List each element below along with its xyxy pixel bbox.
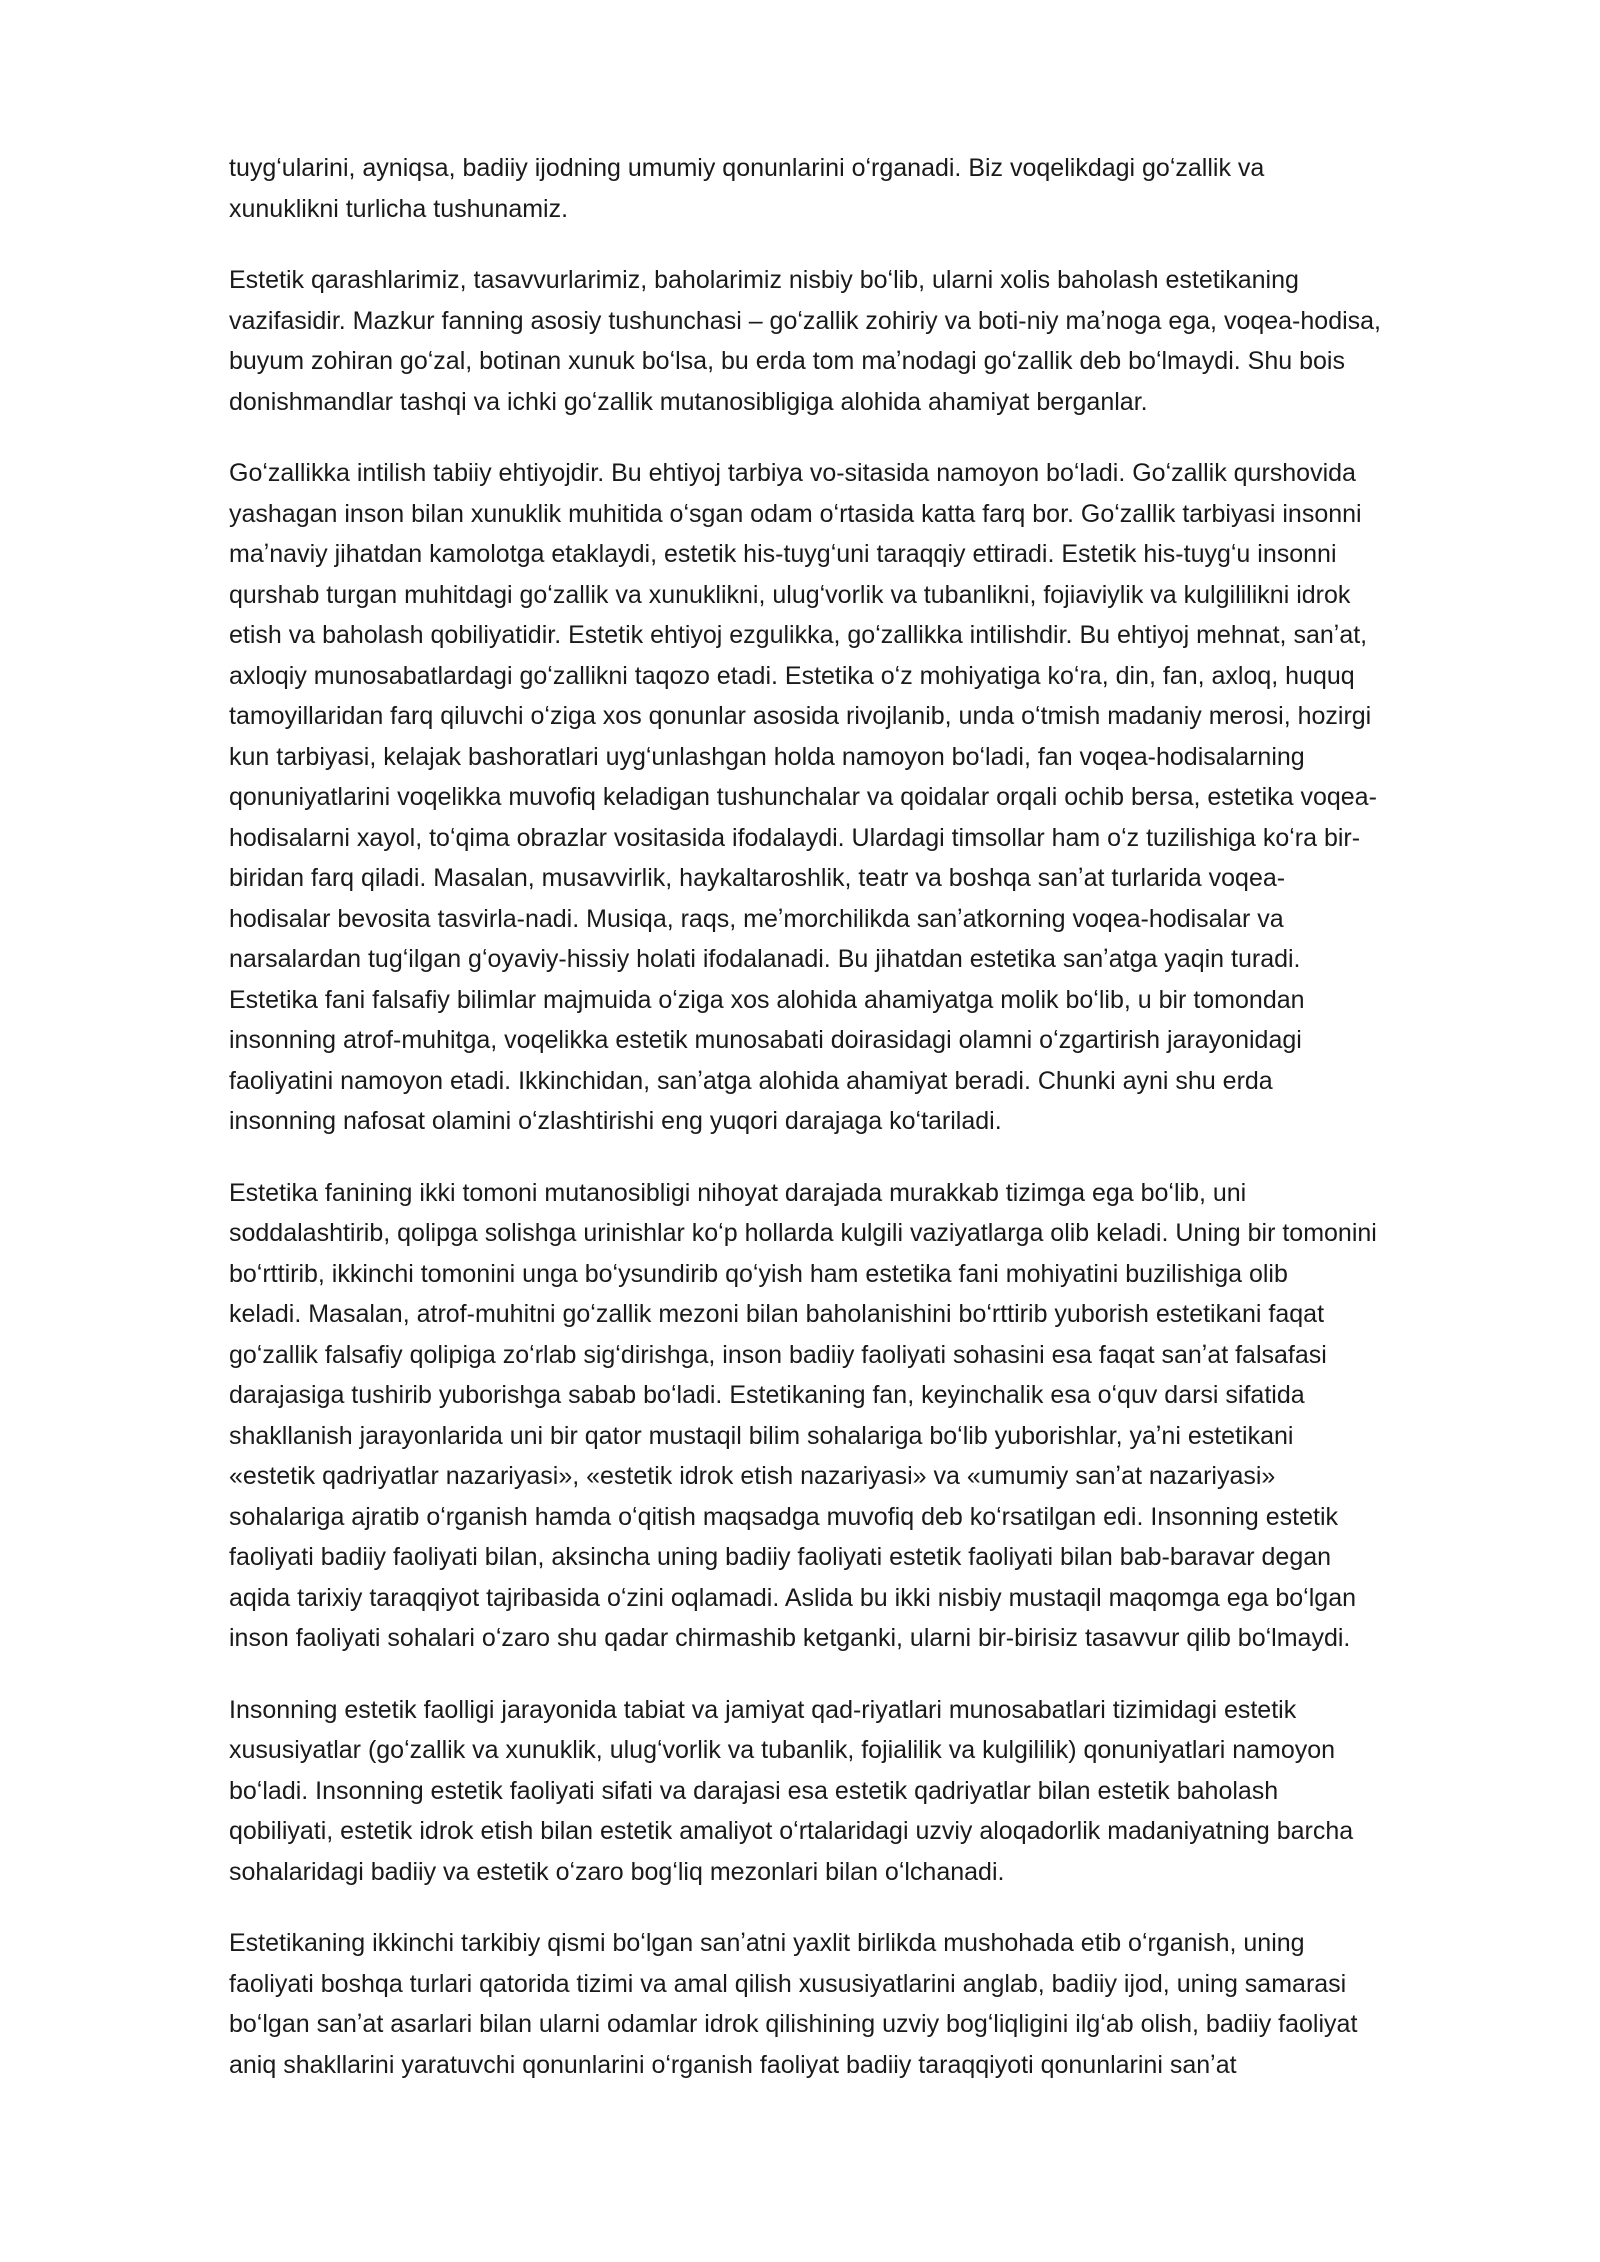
paragraph	[229, 453, 1494, 1142]
text-line: darajasiga tushirib yuborishga sabab boʻladi. Estetikaning fan, keyinchalik esa oʻquv darsi sifatida	[229, 1381, 1305, 1409]
text-line: tuygʻularini, ayniqsa, badiiy ijodning umumiy qonunlarini oʻrganadi. Biz voqelikdagi goʻzallik va	[229, 154, 1265, 182]
text-line: faoliyatini namoyon etadi. Ikkinchidan, sanʼatga alohida ahamiyat beradi. Chunki ayni shu erda	[229, 1066, 1273, 1095]
text-line: maʼnaviy jihatdan kamolotga etaklaydi, estetik his-tuygʻuni taraqqiy ettiradi. Estetik his-tuygʻu insonni	[229, 540, 1337, 568]
text-line: Estetik qarashlarimiz, tasavvurlarimiz, baholarimiz nisbiy boʻlib, ularni xolis baholash estetikaning	[229, 266, 1299, 294]
text-line: keladi. Masalan, atrof-muhitni goʻzallik mezoni bilan baholanishini boʻrttirib yuborish estetikani faqat	[229, 1300, 1325, 1328]
text-line: etish va baholash qobiliyatidir. Estetik ehtiyoj ezgulikka, goʻzallikka intilishdir. Bu ehtiyoj mehnat, sanʼat,	[229, 621, 1368, 649]
text-line: Estetika fanining ikki tomoni mutanosibligi nihoyat darajada murakkab tizimga ega boʻlib, uni	[229, 1178, 1247, 1207]
text-line: Estetika fani falsafiy bilimlar majmuida oʻziga xos alohida ahamiyatga molik boʻlib, u bir tomondan	[229, 985, 1305, 1014]
text-line: Goʻzallikka intilish tabiiy ehtiyojdir. Bu ehtiyoj tarbiya vo-sitasida namoyon boʻladi. Goʻzallik qurshovida	[229, 459, 1356, 487]
text-line: qurshab turgan muhitdagi goʻzallik va xunuklikni, ulugʻvorlik va tubanlikni, fojiaviylik va kulgililikni idrok	[229, 580, 1351, 609]
paragraph	[229, 1690, 1494, 1893]
paragraph	[229, 1923, 1494, 2085]
text-line: aniq shakllarini yaratuvchi qonunlarini oʻrganish faoliyat badiiy taraqqiyoti qonunlarini sanʼat	[229, 2050, 1237, 2079]
text-line: inson faoliyati sohalari oʻzaro shu qadar chirmashib ketganki, ularni bir-birisiz tasavvur qilib boʻlmaydi.	[229, 1624, 1351, 1652]
text-line: xususiyatlar (goʻzallik va xunuklik, ulugʻvorlik va tubanlik, fojialilik va kulgililik) qonuniyatlari namoyon	[229, 1736, 1336, 1764]
text-line: boʻrttirib, ikkinchi tomonini unga boʻysundirib qoʻyish ham estetika fani mohiyatini buzilishiga olib	[229, 1259, 1288, 1288]
text-line: buyum zohiran goʻzal, botinan xunuk boʻlsa, bu erda tom maʼnodagi goʻzallik deb boʻlmaydi. Shu bois	[229, 347, 1345, 375]
text-line: yashagan inson bilan xunuklik muhitida oʻsgan odam oʻrtasida katta farq bor. Goʻzallik tarbiyasi insonni	[229, 499, 1362, 528]
text-line: vazifasidir. Mazkur fanning asosiy tushunchasi – goʻzallik zohiriy va boti-niy maʼnoga ega, voqea-hodisa,	[229, 306, 1382, 335]
text-line: qobiliyati, estetik idrok etish bilan estetik amaliyot oʻrtalaridagi uzviy aloqadorlik madaniyatning barcha	[229, 1817, 1354, 1845]
text-line: donishmandlar tashqi va ichki goʻzallik mutanosibligiga alohida ahamiyat berganlar.	[229, 387, 1148, 416]
text-line: biridan farq qiladi. Masalan, musavvirlik, haykaltaroshlik, teatr va boshqa sanʼat turlarida voqea-	[229, 864, 1286, 892]
text-line: hodisalar bevosita tasvirla-nadi. Musiqa, raqs, meʼmorchilikda sanʼatkorning voqea-hodisalar va	[229, 904, 1284, 933]
text-line: Estetikaning ikkinchi tarkibiy qismi boʻlgan sanʼatni yaxlit birlikda mushohada etib oʻrganish, uning	[229, 1929, 1305, 1957]
text-line: narsalardan tugʻilgan gʻoyaviy-hissiy holati ifodalanadi. Bu jihatdan estetika sanʼatga yaqin turadi.	[229, 945, 1301, 973]
paragraph	[229, 148, 1494, 229]
paragraph	[229, 260, 1494, 422]
text-line: aqida tarixiy taraqqiyot tajribasida oʻzini oqlamadi. Aslida bu ikki nisbiy mustaqil maqomga ega boʻlgan	[229, 1583, 1357, 1612]
paragraph	[229, 1173, 1494, 1659]
text-line: insonning atrof-muhitga, voqelikka estetik munosabati doirasidagi olamni oʻzgartirish jarayonidagi	[229, 1026, 1302, 1054]
text-line: «estetik qadriyatlar nazariyasi», «estetik idrok etish nazariyasi» va «umumiy sanʼat nazariyasi»	[229, 1462, 1276, 1490]
text-line: Insonning estetik faolligi jarayonida tabiat va jamiyat qad-riyatlari munosabatlari tizimidagi estetik	[229, 1695, 1297, 1724]
text-line: kun tarbiyasi, kelajak bashoratlari uygʻunlashgan holda namoyon boʻladi, fan voqea-hodisalarning	[229, 742, 1305, 771]
text-line: sohalaridagi badiiy va estetik oʻzaro bogʻliq mezonlari bilan oʻlchanadi.	[229, 1857, 1005, 1886]
text-line: boʻlgan sanʼat asarlari bilan ularni odamlar idrok qilishining uzviy bogʻliqligini ilgʻab olish, badiiy faoliyat	[229, 2010, 1358, 2038]
text-line: xunuklikni turlicha tushunamiz.	[229, 194, 569, 223]
text-line: qonuniyatlarini voqelikka muvofiq keladigan tushunchalar va qoidalar orqali ochib bersa, estetika voqea-	[229, 783, 1377, 811]
text-line: boʻladi. Insonning estetik faoliyati sifati va darajasi esa estetik qadriyatlar bilan estetik baholash	[229, 1776, 1279, 1805]
text-line: faoliyati boshqa turlari qatorida tizimi va amal qilish xususiyatlarini anglab, badiiy ijod, uning samarasi	[229, 1969, 1347, 1998]
document-body	[229, 148, 1494, 2116]
text-line: faoliyati badiiy faoliyati bilan, aksincha uning badiiy faoliyati estetik faoliyati bilan bab-baravar degan	[229, 1543, 1332, 1571]
text-line: tamoyillaridan farq qiluvchi oʻziga xos qonunlar asosida rivojlanib, unda oʻtmish madaniy merosi, hozirgi	[229, 702, 1372, 730]
text-line: axloqiy munosabatlardagi goʻzallikni taqozo etadi. Estetika oʻz mohiyatiga koʻra, din, fan, axloq, huquq	[229, 661, 1355, 690]
text-line: insonning nafosat olamini oʻzlashtirishi eng yuqori darajaga koʻtariladi.	[229, 1107, 1002, 1135]
text-line: sohalariga ajratib oʻrganish hamda oʻqitish maqsadga muvofiq deb koʻrsatilgan edi. Insonning estetik	[229, 1502, 1338, 1531]
text-line: soddalashtirib, qolipga solishga urinishlar koʻp hollarda kulgili vaziyatlarga olib keladi. Uning bir tomonini	[229, 1219, 1377, 1247]
text-line: shakllanish jarayonlarida uni bir qator mustaqil bilim sohalariga boʻlib yuborishlar, yaʼni estetikani	[229, 1421, 1294, 1450]
text-line: hodisalarni xayol, toʻqima obrazlar vositasida ifodalaydi. Ulardagi timsollar ham oʻz tuzilishiga koʻra bir-	[229, 823, 1361, 852]
text-line: goʻzallik falsafiy qolipiga zoʻrlab sigʻdirishga, inson badiiy faoliyati sohasini esa faqat sanʼat falsafasi	[229, 1340, 1327, 1369]
